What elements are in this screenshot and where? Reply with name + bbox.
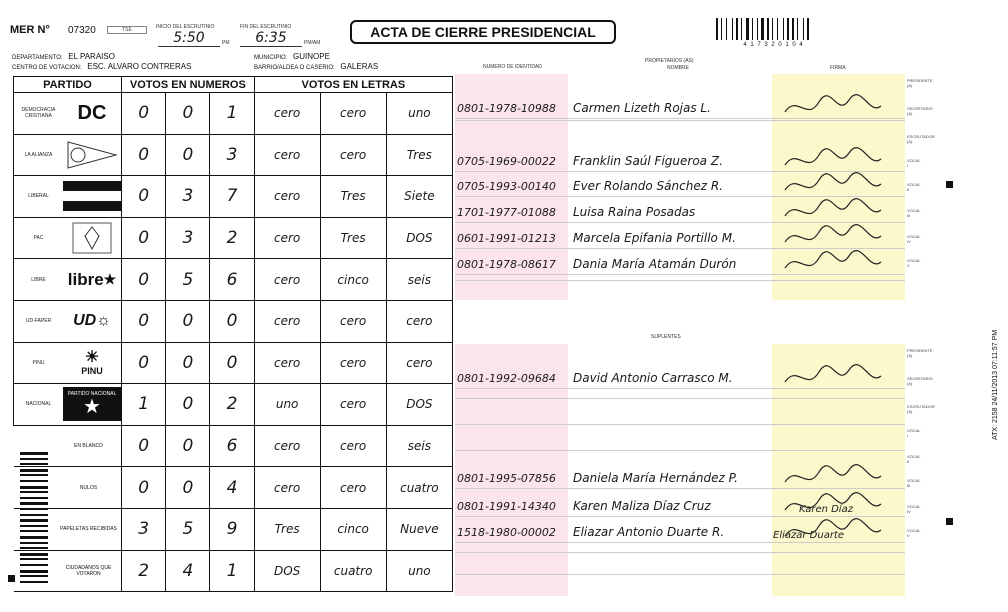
parties-4-letra-0[interactable]: cero [254, 259, 320, 301]
parties-1-num-0[interactable]: 0 [122, 134, 166, 176]
parties-3-num-1[interactable]: 3 [166, 217, 210, 259]
member-name[interactable]: Luisa Raina Posadas [573, 205, 696, 219]
party-cell [14, 93, 122, 135]
table-row [14, 425, 453, 467]
row-line [455, 552, 905, 553]
identity-number[interactable]: 1518-1980-00002 [457, 526, 556, 539]
party-cell [14, 217, 122, 259]
side-barcode-bar [20, 575, 48, 577]
table-row [14, 93, 453, 135]
member-name[interactable]: Franklin Saúl Figueroa Z. [573, 154, 723, 168]
member-name[interactable]: Marcela Epifania Portillo M. [573, 231, 736, 245]
signature-text: Karen Díaz [799, 504, 853, 515]
libre-logo-icon: libre ★ [67, 269, 117, 289]
barcode-bar [797, 18, 798, 40]
side-barcode-bar [20, 458, 48, 460]
barcode-text: 4 1 7 3 2 0 1 0 4 [743, 42, 804, 48]
vertical-stamp: ATX: 2158 24/11/2013 07:11:57 PM [992, 329, 999, 440]
extras-0-num-2[interactable]: 6 [210, 425, 254, 467]
centro-value: ESC. ALVARO CONTRERAS [87, 62, 192, 71]
extras-0-num-1[interactable]: 0 [166, 425, 210, 467]
side-barcode-bar [20, 474, 48, 476]
role-label: ESCRUTADOR (A) [907, 404, 935, 414]
extras-3-num-2[interactable]: 1 [210, 550, 254, 592]
parties-1-letra-0[interactable]: cero [254, 134, 320, 176]
identity-number[interactable]: 0601-1991-01213 [457, 232, 556, 245]
extras-2-letra-2[interactable]: Nueve [386, 508, 452, 550]
alianza-logo-icon [63, 138, 121, 172]
parties-5-letra-1[interactable]: cero [320, 300, 386, 342]
barcode-bar [792, 18, 794, 40]
barcode-bar [721, 18, 722, 40]
member-name[interactable]: Dania María Atamán Durón [573, 257, 737, 271]
parties-3-num-2[interactable]: 2 [210, 217, 254, 259]
table-row [14, 176, 453, 218]
table-row [14, 259, 453, 301]
header-letras: VOTOS EN LETRAS [254, 77, 452, 93]
parties-0-num-2[interactable]: 1 [210, 93, 254, 135]
parties-2-num-0[interactable]: 0 [122, 176, 166, 218]
inicio-label: INICIO DEL ESCRUTINIO [156, 24, 215, 30]
label-identidad: NUMERO DE IDENTIDAD [483, 64, 542, 70]
member-name[interactable]: Eliazar Antonio Duarte R. [573, 525, 725, 539]
party-name: NACIONAL [25, 401, 52, 408]
extras-0-letra-2[interactable]: seis [386, 425, 452, 467]
side-barcode-bar [20, 553, 48, 556]
registration-mark [8, 575, 15, 582]
party-cell [14, 300, 122, 342]
extras-3-letra-2[interactable]: uno [386, 550, 452, 592]
role-label: PRESIDENTE (A) [907, 348, 933, 358]
label-suplentes: SUPLENTES [651, 334, 681, 340]
side-barcode-bar [20, 463, 48, 465]
parties-3-letra-0[interactable]: cero [254, 217, 320, 259]
parties-0-letra-2[interactable]: uno [386, 93, 452, 135]
extras-0-num-0[interactable]: 0 [122, 425, 166, 467]
parties-0-num-1[interactable]: 0 [166, 93, 210, 135]
parties-4-letra-1[interactable]: cinco [320, 259, 386, 301]
pac-logo-icon [63, 221, 121, 255]
municipio-value: GUINOPE [293, 52, 330, 61]
side-barcode-bar [20, 581, 48, 583]
extras-1-num-0[interactable]: 0 [122, 467, 166, 509]
side-barcode-bar [20, 570, 48, 573]
barcode-bar [783, 18, 784, 40]
table-row [14, 508, 453, 550]
votes-table [13, 76, 453, 592]
role-label: VOCAL I [907, 428, 921, 438]
row-line [455, 398, 905, 399]
identity-number[interactable]: 0705-1993-00140 [457, 180, 556, 193]
member-name[interactable]: Ever Rolando Sánchez R. [573, 179, 723, 193]
label-propietarios: PROPIETARIOS (AS) [645, 58, 694, 64]
parties-5-num-0[interactable]: 0 [122, 300, 166, 342]
label-nombre: NOMBRE [667, 65, 689, 71]
role-label: SECRETARIO (A) [907, 376, 933, 386]
extra-name: NULOS [79, 484, 98, 491]
row-line [455, 280, 905, 281]
member-name[interactable]: David Antonio Carrasco M. [573, 371, 733, 385]
signature-icon [777, 362, 887, 390]
side-barcode-bar [20, 564, 48, 566]
nacional-logo-icon: PARTIDO NACIONAL ★ [63, 387, 121, 421]
table-row [14, 217, 453, 259]
parties-0-letra-1[interactable]: cero [320, 93, 386, 135]
role-label: ESCRUTADOR (A) [907, 134, 935, 144]
side-barcode-bar [20, 530, 48, 532]
barcode-bar [767, 18, 769, 40]
parties-7-num-2[interactable]: 2 [210, 384, 254, 426]
parties-3-letra-2[interactable]: DOS [386, 217, 452, 259]
signature-icon [777, 196, 887, 224]
side-barcode-bar [20, 452, 48, 455]
parties-7-num-1[interactable]: 0 [166, 384, 210, 426]
side-barcode-bar [20, 514, 48, 516]
barcode-bar [772, 18, 773, 40]
parties-6-num-1[interactable]: 0 [166, 342, 210, 384]
side-barcode-bar [20, 469, 48, 472]
signature-icon [777, 462, 887, 490]
municipio-label: MUNICIPIO: [254, 55, 288, 61]
extra-name: PAPELETAS RECIBIDAS [60, 526, 117, 533]
extras-2-num-1[interactable]: 5 [166, 508, 210, 550]
parties-4-num-1[interactable]: 5 [166, 259, 210, 301]
extras-2-num-2[interactable]: 9 [210, 508, 254, 550]
extra-name: CIUDADANOS QUE VOTARON [65, 564, 112, 577]
role-label: PRESIDENTE (A) [907, 78, 933, 88]
barrio-value: GALERAS [340, 62, 379, 71]
fin-label: FIN DEL ESCRUTINIO [240, 24, 292, 30]
parties-2-num-2[interactable]: 7 [210, 176, 254, 218]
dc-logo-icon: DC [77, 101, 107, 124]
parties-4-num-0[interactable]: 0 [122, 259, 166, 301]
parties-4-num-2[interactable]: 6 [210, 259, 254, 301]
identity-number[interactable]: 0801-1978-08617 [457, 258, 556, 271]
departamento-label: DEPARTAMENTO: [12, 55, 63, 61]
table-row [14, 384, 453, 426]
parties-3-num-0[interactable]: 0 [122, 217, 166, 259]
identity-number[interactable]: 0801-1995-07856 [457, 472, 556, 485]
extras-1-num-2[interactable]: 4 [210, 467, 254, 509]
parties-1-num-2[interactable]: 3 [210, 134, 254, 176]
barcode [716, 18, 831, 50]
extras-3-letra-0[interactable]: DOS [254, 550, 320, 592]
row-line [455, 120, 905, 121]
barcode-bar [716, 18, 718, 40]
role-label: VOCAL III [907, 208, 921, 218]
barcode-bar [741, 18, 742, 40]
signature-icon [777, 222, 887, 250]
member-name[interactable]: Daniela María Hernández P. [573, 471, 738, 485]
role-label: VOCAL V [907, 258, 921, 268]
parties-5-num-2[interactable]: 0 [210, 300, 254, 342]
extras-2-letra-0[interactable]: Tres [254, 508, 320, 550]
mer-label: MER N° [10, 24, 50, 36]
members-form [455, 58, 935, 596]
parties-3-letra-1[interactable]: Tres [320, 217, 386, 259]
parties-7-letra-1[interactable]: cero [320, 384, 386, 426]
signature-icon [777, 145, 887, 173]
signature-text: Eliazar Duarte [773, 530, 845, 541]
ud-logo-icon: UD ☼ [73, 312, 111, 330]
party-cell [14, 176, 122, 218]
side-barcode-bar [20, 491, 48, 493]
role-label: VOCAL I [907, 158, 921, 168]
parties-6-num-0[interactable]: 0 [122, 342, 166, 384]
signature-icon [777, 170, 887, 198]
table-row [14, 342, 453, 384]
barcode-bar [807, 18, 809, 40]
parties-0-num-0[interactable]: 0 [122, 93, 166, 135]
signature-icon [777, 248, 887, 276]
role-label: VOCAL III [907, 478, 921, 488]
header-numeros: VOTOS EN NUMEROS [122, 77, 255, 93]
parties-2-letra-0[interactable]: cero [254, 176, 320, 218]
header-partido: PARTIDO [14, 77, 122, 93]
pinu-logo-icon: ☀ PINU [81, 348, 103, 376]
parties-2-letra-1[interactable]: Tres [320, 176, 386, 218]
extras-0-letra-0[interactable]: cero [254, 425, 320, 467]
party-cell [14, 259, 122, 301]
extras-3-num-0[interactable]: 2 [122, 550, 166, 592]
side-barcode-bar [20, 536, 48, 539]
role-label: VOCAL IV [907, 504, 921, 514]
fin-time: 6:35 [240, 30, 302, 47]
parties-1-letra-2[interactable]: Tres [386, 134, 452, 176]
parties-6-letra-2[interactable]: cero [386, 342, 452, 384]
role-label: VOCAL II [907, 182, 921, 192]
role-label: VOCAL V [907, 528, 921, 538]
party-name: UD-FAPER [25, 318, 52, 325]
identity-number[interactable]: 1701-1977-01088 [457, 206, 556, 219]
extra-name: EN BLANCO [74, 443, 103, 450]
party-name: PINU [32, 359, 45, 366]
row-line [455, 424, 905, 425]
extras-0-letra-1[interactable]: cero [320, 425, 386, 467]
fin-ampm: PM/AM [304, 40, 321, 46]
extras-1-letra-2[interactable]: cuatro [386, 467, 452, 509]
parties-7-letra-0[interactable]: uno [254, 384, 320, 426]
barcode-bar [726, 18, 727, 40]
row-line [455, 574, 905, 575]
parties-1-letra-1[interactable]: cero [320, 134, 386, 176]
extras-2-letra-1[interactable]: cinco [320, 508, 386, 550]
role-label: VOCAL II [907, 454, 921, 464]
extras-1-num-1[interactable]: 0 [166, 467, 210, 509]
parties-6-num-2[interactable]: 0 [210, 342, 254, 384]
side-barcode-bar [20, 547, 48, 549]
table-row [14, 300, 453, 342]
table-row [14, 134, 453, 176]
barcode-bar [803, 18, 804, 40]
centro-label: CENTRO DE VOTACION: [12, 65, 82, 71]
identity-number[interactable]: 0705-1969-00022 [457, 155, 556, 168]
page-title: ACTA DE CIERRE PRESIDENCIAL [350, 20, 616, 44]
inicio-ampm: PM [222, 40, 230, 46]
identity-number[interactable]: 0801-1991-14340 [457, 500, 556, 513]
parties-2-letra-2[interactable]: Siete [386, 176, 452, 218]
mer-number: 07320 [68, 25, 96, 36]
table-row [14, 467, 453, 509]
member-name[interactable]: Karen Maliza Díaz Cruz [573, 499, 711, 513]
barcode-bar [787, 18, 789, 40]
party-cell [14, 134, 122, 176]
barrio-label: BARRIO/ALDEA O CASERIO: [254, 65, 335, 71]
table-row [14, 550, 453, 592]
extras-3-num-1[interactable]: 4 [166, 550, 210, 592]
barcode-bar [736, 18, 738, 40]
role-label: SECRETARIO (A) [907, 106, 933, 116]
parties-2-num-1[interactable]: 3 [166, 176, 210, 218]
departamento-value: EL PARAISO [68, 52, 115, 61]
extras-1-letra-0[interactable]: cero [254, 467, 320, 509]
barcode-bar [761, 18, 764, 40]
parties-4-letra-2[interactable]: seis [386, 259, 452, 301]
side-barcode [20, 452, 54, 588]
extras-3-letra-1[interactable]: cuatro [320, 550, 386, 592]
tse-logo-icon: TSE [107, 26, 147, 34]
side-barcode-bar [20, 486, 48, 489]
barcode-bar [752, 18, 753, 40]
side-barcode-bar [20, 480, 48, 482]
party-name: PAC [33, 235, 44, 242]
barcode-bar [732, 18, 733, 40]
parties-6-letra-1[interactable]: cero [320, 342, 386, 384]
inicio-time: 5:50 [158, 30, 220, 47]
parties-5-letra-0[interactable]: cero [254, 300, 320, 342]
identity-number[interactable]: 0801-1978-10988 [457, 102, 556, 115]
parties-6-letra-0[interactable]: cero [254, 342, 320, 384]
party-cell [14, 384, 122, 426]
parties-5-num-1[interactable]: 0 [166, 300, 210, 342]
parties-7-num-0[interactable]: 1 [122, 384, 166, 426]
liberal-flag-icon [63, 179, 121, 213]
parties-1-num-1[interactable]: 0 [166, 134, 210, 176]
registration-mark [946, 181, 953, 188]
extras-2-num-0[interactable]: 3 [122, 508, 166, 550]
parties-0-letra-0[interactable]: cero [254, 93, 320, 135]
identity-number[interactable]: 0801-1992-09684 [457, 372, 556, 385]
parties-7-letra-2[interactable]: DOS [386, 384, 452, 426]
extras-1-letra-1[interactable]: cero [320, 467, 386, 509]
side-barcode-bar [20, 542, 48, 544]
registration-mark [946, 518, 953, 525]
role-label: VOCAL IV [907, 234, 921, 244]
barcode-bar [757, 18, 758, 40]
party-name: LIBRE [31, 276, 46, 283]
side-barcode-bar [20, 502, 48, 505]
member-name[interactable]: Carmen Lizeth Rojas L. [573, 101, 711, 115]
signature-icon [777, 92, 887, 120]
party-name: LA ALIANZA [24, 151, 53, 158]
barcode-bar [746, 18, 749, 40]
side-barcode-bar [20, 508, 48, 510]
parties-5-letra-2[interactable]: cero [386, 300, 452, 342]
party-name: LIBERAL [28, 193, 49, 200]
party-cell [14, 342, 122, 384]
side-barcode-bar [20, 558, 48, 560]
barcode-bar [777, 18, 778, 40]
side-barcode-bar [20, 497, 48, 499]
party-name: DEMOCRACIA CRISTIANA [21, 107, 56, 120]
side-barcode-bar [20, 519, 48, 522]
label-firma: FIRMA [830, 65, 846, 71]
side-barcode-bar [20, 525, 48, 527]
row-line [455, 450, 905, 451]
